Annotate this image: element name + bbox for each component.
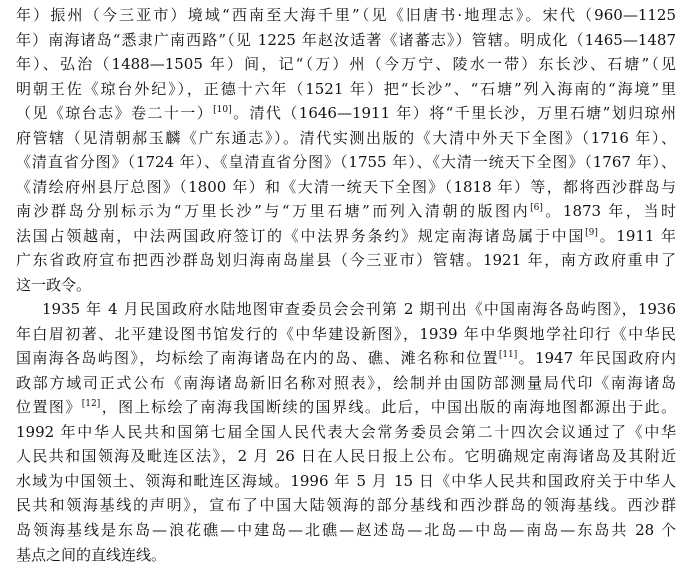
text-line: 广东省政府宣布把西沙群岛划归海南岛崖县（今三亚市）管辖。1921 年，南方政府重申了 xyxy=(16,251,676,270)
text-line: 1992 年中华人民共和国第七届全国人民代表大会常务委员会第二十四次会议通过了《中华 xyxy=(16,422,676,441)
text-line: 国南海各岛屿图》，均标绘了南海诸岛在内的岛、礁、滩名称和位置[11]。1947 年民国政府内 xyxy=(16,349,676,368)
reference-marker: [6] xyxy=(530,203,543,214)
text-line: 年）、弘治（1488—1505 年）间，记“（万）州（今万宁、陵水一带）东长沙、石塘”（见 xyxy=(16,55,676,73)
text-line: 年白眉初著、北平建设图书馆发行的《中华建设新图》，1939 年中华舆地学社印行《中华民 xyxy=(16,324,676,343)
text-line: 人民共和国领海及毗连区法》，2 月 26 日在人民日报上公布。它明确规定南海诸岛及其附近 xyxy=(16,447,676,466)
text-line: 位置图》[12]，图上标绘了南海我国断续的国界线。此后，中国出版的南海地图都源出于此。 xyxy=(16,398,676,417)
reference-marker: [11] xyxy=(498,350,518,361)
text-line: 年）南海诸岛“悉隶广南西路”（见 1225 年赵汝适著《诸蕃志》）管辖。明成化（1465—1487 xyxy=(16,30,676,49)
text-line: 民共和领海基线的声明》，宣布了中国大陆领海的部分基线和西沙群岛的领海基线。西沙群 xyxy=(16,496,676,515)
text-line: 《清直省分图》（1724 年）、《皇清直省分图》（1755 年）、《大清一统天下全图》（1767 年）、 xyxy=(16,153,676,172)
text-line: 这一政令。 xyxy=(16,275,92,294)
reference-marker: [9] xyxy=(585,227,598,238)
text-line: 政部方域司正式公布《南海诸岛新旧名称对照表》，绘制并由国防部测量局代印《南海诸岛 xyxy=(16,373,676,392)
text-line: 明朝王佐《琼台外纪》），正德十六年（1521 年）把“长沙”、“石塘”列入海南的“海境”里 xyxy=(16,79,676,98)
text-line: 南沙群岛分别标示为“万里长沙”与“万里石塘”而列入清朝的版图内[6]。1873 年，当时 xyxy=(16,202,676,221)
text-line: 基点之间的直线连线。 xyxy=(16,545,167,564)
text-line: 《清绘府州县厅总图》（1800 年）和《大清一统天下全图》（1818 年）等，都将西沙群岛与 xyxy=(16,177,676,196)
text-line: （见《琼台志》卷二十一）[10]。清代（1646—1911 年）将“千里长沙，万里石塘”划归琼州 xyxy=(16,104,676,123)
text-line: 水域为中国领土、领海和毗连区海域。1996 年 5 月 15 日《中华人民共和国政府关于中华人 xyxy=(16,471,676,490)
reference-marker: [10] xyxy=(213,105,232,116)
text-line: 法国占领越南，中法两国政府签订的《中法界务条约》规定南海诸岛属于中国[9]。1911 年 xyxy=(16,226,676,245)
reference-marker: [12] xyxy=(81,399,101,410)
text-line: 1935 年 4 月民国政府水陆地图审查委员会会刊第 2 期刊出《中国南海各岛屿图》，1936 xyxy=(42,300,676,319)
text-line: 岛领海基线是东岛—浪花礁—中建岛—北礁—赵述岛—北岛—中岛—南岛—东岛共 28 个 xyxy=(16,521,676,539)
text-line: 年）振州（今三亚市）境域“西南至大海千里”（见《旧唐书·地理志》。宋代（960—1125 xyxy=(16,6,676,24)
text-line: 府管辖（见清朝郝玉麟《广东通志》）。清代实测出版的《大清中外天下全图》（1716 年）、 xyxy=(16,128,676,147)
